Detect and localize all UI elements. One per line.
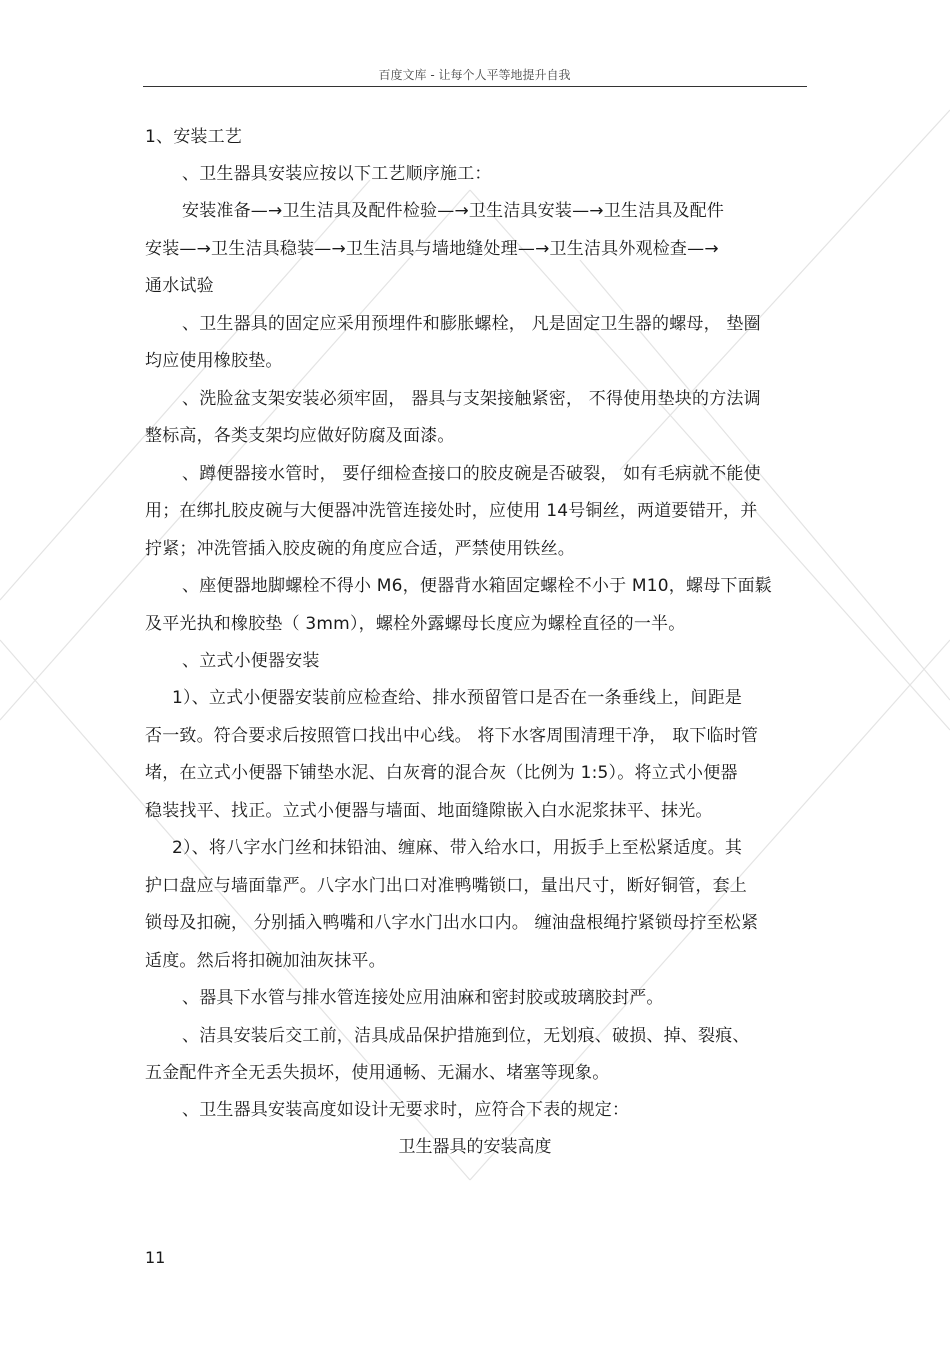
paragraph-line: 通水试验 — [145, 276, 214, 296]
paragraph-line: 安装—→卫生洁具稳装—→卫生洁具与墙地缝处理—→卫生洁具外观检查—→ — [145, 239, 719, 259]
paragraph-line: 否一致。符合要求后按照管口找出中心线。 将下水客周围清理干净， 取下临时管 — [145, 726, 759, 746]
paragraph-line: 、立式小便器安装 — [182, 651, 320, 671]
paragraph-line: 、洗脸盆支架安装必须牢固， 器具与支架接触紧密， 不得使用垫块的方法调 — [182, 389, 761, 409]
page-number: 11 — [145, 1248, 166, 1267]
paragraph-line: 1）、立式小便器安装前应检查给、排水预留管口是否在一条垂线上，间距是 — [172, 688, 743, 708]
page-header: 百度文库 - 让每个人平等地提升自我 — [378, 68, 571, 82]
paragraph-line: 、洁具安装后交工前，洁具成品保护措施到位，无划痕、破损、掉、裂痕、 — [182, 1026, 750, 1046]
paragraph-line: 2）、将八字水门丝和抹铅油、缠麻、带入给水口，用扳手上至松紧适度。其 — [172, 838, 743, 858]
paragraph-line: 、蹲便器接水管时， 要仔细检查接口的胶皮碗是否破裂， 如有毛病就不能使 — [182, 464, 761, 484]
paragraph-line: 用；在绑扎胶皮碗与大便器冲洗管连接处时，应使用 14号铜丝，两道要错开，并 — [145, 501, 758, 521]
paragraph-line: 及平光执和橡胶垫（ 3mm），螺栓外露螺母长度应为螺栓直径的一半。 — [145, 614, 686, 634]
paragraph-line: 安装准备—→卫生洁具及配件检验—→卫生洁具安装—→卫生洁具及配件 — [182, 201, 725, 221]
paragraph-line: 锁母及扣碗， 分别插入鸭嘴和八字水门出水口内。 缠油盘根绳拧紧锁母拧至松紧 — [145, 913, 759, 933]
paragraph-line: 、卫生器具安装高度如设计无要求时，应符合下表的规定： — [182, 1100, 630, 1120]
paragraph-line: 均应使用橡胶垫。 — [145, 351, 283, 371]
paragraph-line: 适度。然后将扣碗加油灰抹平。 — [145, 951, 386, 971]
paragraph-line: 拧紧；冲洗管插入胶皮碗的角度应合适，严禁使用铁丝。 — [145, 539, 575, 559]
table-title: 卫生器具的安装高度 — [398, 1137, 552, 1157]
paragraph-line: 堵，在立式小便器下铺垫水泥、白灰膏的混合灰（比例为 1:5）。将立式小便器 — [145, 763, 738, 783]
paragraph-line: 整标高，各类支架均应做好防腐及面漆。 — [145, 426, 455, 446]
paragraph-line: 、座便器地脚螺栓不得小 M6，便器背水箱固定螺栓不小于 M10，螺母下面鬏 — [182, 576, 772, 596]
section-heading: 1、安装工艺 — [145, 127, 243, 147]
paragraph-line: 稳装找平、找正。立式小便器与墙面、地面缝隙嵌入白水泥浆抹平、抹光。 — [145, 801, 713, 821]
header-divider — [143, 86, 807, 87]
paragraph-line: 、卫生器具的固定应采用预埋件和膨胀螺栓， 凡是固定卫生器的螺母， 垫圈 — [182, 314, 761, 334]
paragraph-line: 、卫生器具安装应按以下工艺顺序施工： — [182, 164, 492, 184]
paragraph-line: 护口盘应与墙面靠严。八字水门出口对准鸭嘴锁口，量出尺寸，断好铜管，套上 — [145, 876, 747, 896]
paragraph-line: 、器具下水管与排水管连接处应用油麻和密封胶或玻璃胶封严。 — [182, 988, 664, 1008]
paragraph-line: 五金配件齐全无丢失损坏，使用通畅、无漏水、堵塞等现象。 — [145, 1063, 610, 1083]
